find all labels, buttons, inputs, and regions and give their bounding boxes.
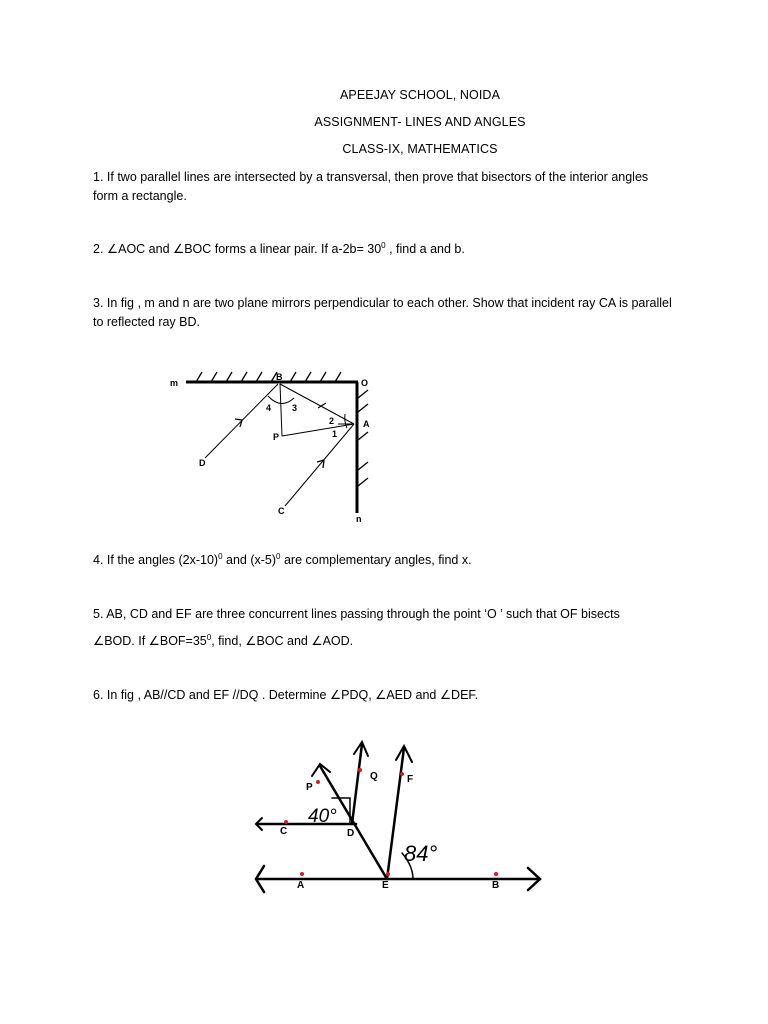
question-1: 1. If two parallel lines are intersected by a transversal, then prove that bisectors of the interior angles form a rectangle. bbox=[93, 170, 649, 203]
question-6: 6. In fig , AB//CD and EF //DQ . Determine ∠PDQ, ∠AED and ∠DEF. bbox=[93, 688, 479, 702]
angle-4-label: 4 bbox=[266, 403, 272, 413]
class-subject: CLASS-IX, MATHEMATICS bbox=[342, 142, 498, 156]
school-name: APEEJAY SCHOOL, NOIDA bbox=[339, 88, 501, 102]
label-a: A bbox=[363, 419, 370, 429]
degree-mark: 0 bbox=[206, 632, 212, 642]
point-q-dot bbox=[358, 768, 362, 772]
figure-lines bbox=[256, 742, 540, 892]
point-f-dot bbox=[400, 772, 404, 776]
degree-mark: 0 bbox=[276, 551, 281, 561]
label-n: n bbox=[356, 514, 362, 524]
question-4-text-c: are complementary angles, find x. bbox=[280, 553, 472, 567]
label-p: P bbox=[306, 782, 313, 793]
degree-mark: 0 bbox=[381, 240, 386, 250]
angle-1-label: 1 bbox=[332, 429, 338, 439]
label-d: D bbox=[199, 458, 206, 468]
point-e-dot bbox=[386, 872, 390, 876]
question-2-text-a: 2. ∠AOC and ∠BOC forms a linear pair. If a-2b= 30 bbox=[93, 242, 382, 256]
assignment-title: ASSIGNMENT- LINES AND ANGLES bbox=[314, 115, 526, 129]
question-5-text-b: , find, ∠BOC and ∠AOD. bbox=[211, 634, 354, 648]
question-4-text-a: 4. If the angles (2x-10) bbox=[93, 553, 219, 567]
label-b: B bbox=[276, 372, 283, 382]
label-f: F bbox=[407, 774, 414, 785]
label-d: D bbox=[347, 828, 355, 839]
question-4-text-b: and (x-5) bbox=[222, 553, 277, 567]
angle-3-label: 3 bbox=[292, 403, 298, 413]
label-q: Q bbox=[370, 771, 378, 782]
angle-84-label: 84° bbox=[404, 841, 438, 866]
point-c-dot bbox=[284, 820, 288, 824]
question-5-line-1: 5. AB, CD and EF are three concurrent lines passing through the point ‘O ’ such that OF bisects bbox=[93, 607, 620, 621]
angle-2-label: 2 bbox=[329, 416, 335, 426]
label-m: m bbox=[170, 378, 179, 388]
label-o: O bbox=[361, 378, 369, 388]
label-c: C bbox=[278, 506, 285, 516]
label-c: C bbox=[280, 826, 288, 837]
point-a-dot bbox=[300, 872, 304, 876]
label-p: P bbox=[273, 432, 280, 442]
label-b: B bbox=[492, 880, 500, 891]
point-b-dot bbox=[494, 872, 498, 876]
question-2-text-b: , find a and b. bbox=[385, 242, 465, 256]
degree-mark: 0 bbox=[218, 551, 223, 561]
point-p-dot bbox=[316, 780, 320, 784]
angle-40-label: 40° bbox=[308, 806, 337, 827]
label-e: E bbox=[382, 880, 389, 891]
label-a: A bbox=[297, 880, 305, 891]
question-3: 3. In fig , m and n are two plane mirrors perpendicular to each other. Show that incident ray CA is parallel to reflected ray BD. bbox=[93, 296, 672, 329]
question-5-text-a: ∠BOD. If ∠BOF=35 bbox=[93, 634, 207, 648]
